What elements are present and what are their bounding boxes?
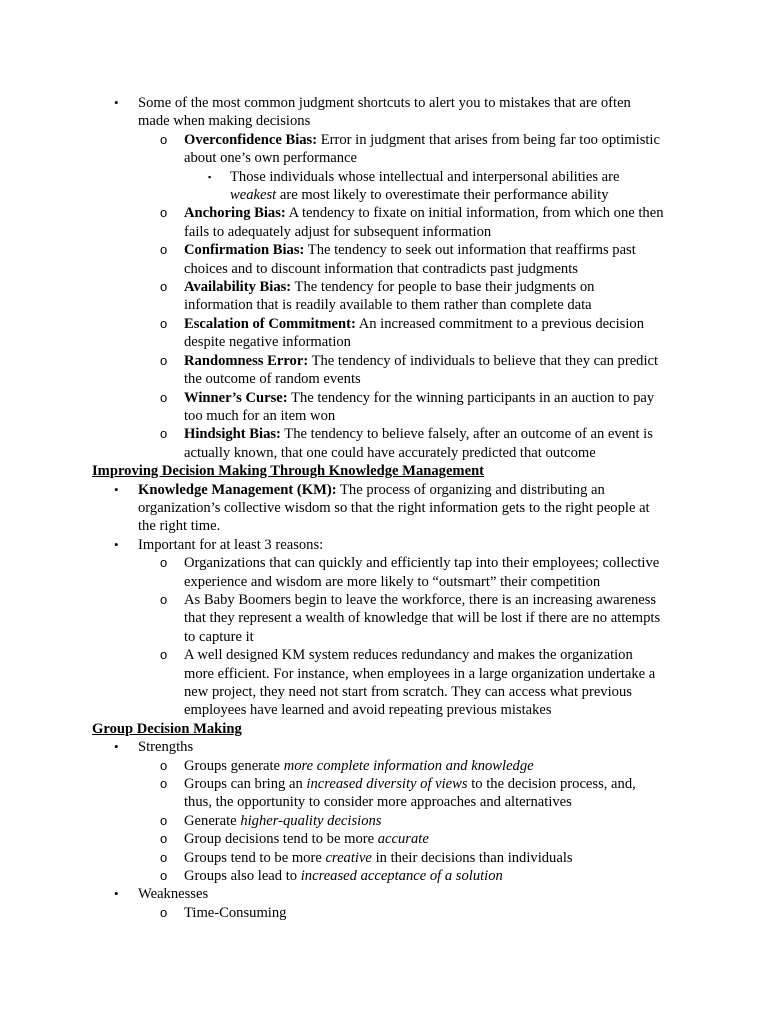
- anchoring-bias-definition: fails to adequately adjust for subsequent information: [184, 223, 492, 240]
- strength-emphasis: more complete information and knowledge: [283, 757, 534, 774]
- shortcuts-intro-line-1: [0, 94, 784, 112]
- availability-bias-line-2: [0, 296, 784, 314]
- circle-marker: o: [160, 389, 168, 405]
- circle-marker: o: [160, 315, 168, 331]
- circle-marker: o: [160, 555, 168, 571]
- strength-5: [0, 849, 784, 867]
- hindsight-bias-item: [0, 425, 784, 443]
- circle-marker: o: [160, 131, 168, 147]
- randomness-error-line-2: [0, 370, 784, 388]
- km-definition-line-2: [0, 499, 784, 517]
- escalation-of-commitment-line-2: [0, 333, 784, 351]
- km-reason-text: employees have learned and avoid repeating previous mistakes: [184, 702, 552, 719]
- km-reason-text: new project, they need not start from scratch. They can access what previous: [184, 684, 632, 700]
- strength-1: [0, 757, 784, 775]
- km-reason-text: more efficient. For instance, when employees in a large organization undertake a: [184, 665, 656, 682]
- strengths-label: Strengths: [138, 739, 194, 756]
- km-reason-text: experience and wisdom are more likely to “outsmart” their competition: [184, 573, 601, 590]
- strength-emphasis: increased acceptance of a solution: [300, 868, 503, 885]
- km-reason-text: A well designed KM system reduces redundancy and makes the organization: [184, 647, 633, 664]
- km-reason-2: [0, 591, 784, 609]
- confirmation-bias-definition: The tendency to seek out information that reaffirms past: [304, 242, 636, 259]
- group-decision-making-heading: Group Decision Making: [92, 720, 242, 737]
- strength-6: [0, 867, 784, 885]
- anchoring-bias-definition: A tendency to fixate on initial information, from which one then: [285, 205, 664, 222]
- strengths-item: [0, 738, 784, 756]
- strength-2-line-2: [0, 793, 784, 811]
- circle-marker: o: [160, 868, 168, 884]
- km-definition-item: [0, 481, 784, 499]
- circle-marker: o: [160, 205, 168, 221]
- strength-text: Groups tend to be more: [184, 849, 326, 866]
- circle-marker: o: [160, 776, 168, 792]
- strength-text: thus, the opportunity to consider more approaches and alternatives: [184, 794, 572, 811]
- overconfidence-subpoint-text: are most likely to overestimate their performance ability: [276, 187, 609, 204]
- strength-emphasis: creative: [325, 849, 372, 866]
- km-reason-2-line-2: [0, 609, 784, 627]
- strength-4: [0, 830, 784, 848]
- circle-marker: o: [160, 591, 168, 607]
- strength-text: to the decision process, and,: [467, 776, 636, 793]
- km-reason-3-line-4: [0, 701, 784, 719]
- strength-3: [0, 812, 784, 830]
- strength-text: Groups also lead to: [184, 868, 301, 885]
- confirmation-bias-item: [0, 241, 784, 259]
- strength-text: Groups generate: [184, 757, 284, 774]
- winners-curse-term: Winner’s Curse:: [184, 389, 288, 406]
- winners-curse-line-2: [0, 407, 784, 425]
- bullet-marker: •: [114, 536, 119, 552]
- confirmation-bias-definition: choices and to discount information that contradicts past judgments: [184, 260, 578, 277]
- winners-curse-item: [0, 389, 784, 407]
- strength-text: Groups can bring an: [184, 776, 307, 793]
- km-reason-text: As Baby Boomers begin to leave the workforce, there is an increasing awareness: [184, 591, 657, 608]
- circle-marker: o: [160, 242, 168, 258]
- randomness-error-definition: the outcome of random events: [184, 371, 361, 388]
- km-definition: organization’s collective wisdom so that the right information gets to the right people at: [138, 499, 650, 516]
- randomness-error-term: Randomness Error:: [184, 352, 309, 369]
- overconfidence-bias-term: Overconfidence Bias:: [184, 131, 318, 148]
- bullet-marker: •: [114, 886, 119, 902]
- escalation-of-commitment-item: [0, 315, 784, 333]
- circle-marker: o: [160, 279, 168, 295]
- overconfidence-bias-line-2: [0, 149, 784, 167]
- overconfidence-subpoint-line-2: [0, 186, 784, 204]
- circle-marker: o: [160, 647, 168, 663]
- strength-emphasis: accurate: [377, 831, 429, 848]
- hindsight-bias-definition: actually known, that one could have accurately predicted that outcome: [184, 444, 596, 461]
- availability-bias-item: [0, 278, 784, 296]
- availability-bias-definition: The tendency for people to base their judgments on: [291, 279, 595, 296]
- escalation-of-commitment-term: Escalation of Commitment:: [184, 315, 356, 332]
- shortcuts-intro-text: made when making decisions: [138, 113, 311, 130]
- hindsight-bias-definition: The tendency to believe falsely, after an outcome of an event is: [280, 426, 653, 443]
- confirmation-bias-term: Confirmation Bias:: [184, 242, 305, 259]
- km-reasons-item: [0, 536, 784, 554]
- bullet-marker: •: [114, 481, 119, 497]
- km-definition-line-3: [0, 517, 784, 535]
- km-reason-3: [0, 646, 784, 664]
- overconfidence-subpoint: [0, 168, 784, 186]
- hindsight-bias-line-2: [0, 444, 784, 462]
- km-reason-text: to capture it: [184, 628, 254, 645]
- winners-curse-definition: The tendency for the winning participants in an auction to pay: [287, 389, 655, 406]
- km-reason-text: Organizations that can quickly and efficiently tap into their employees; collective: [184, 555, 660, 572]
- overconfidence-bias-definition: about one’s own performance: [184, 150, 358, 167]
- circle-marker: o: [160, 352, 168, 368]
- shortcuts-intro-text: Some of the most common judgment shortcuts to alert you to mistakes that are often: [138, 95, 631, 111]
- weaknesses-label: Weaknesses: [138, 886, 209, 903]
- km-reason-1: [0, 554, 784, 572]
- strength-emphasis: increased diversity of views: [306, 776, 468, 793]
- km-reasons-text: Important for at least 3 reasons:: [138, 536, 324, 553]
- anchoring-bias-item: [0, 204, 784, 222]
- bullet-marker: •: [114, 739, 119, 755]
- circle-marker: o: [160, 831, 168, 847]
- weakness-text: Time-Consuming: [184, 904, 287, 921]
- km-reason-2-line-3: [0, 628, 784, 646]
- randomness-error-definition: The tendency of individuals to believe that they can predict: [308, 352, 659, 369]
- strength-text: Generate: [184, 812, 241, 829]
- km-reason-3-line-2: [0, 665, 784, 683]
- km-term: Knowledge Management (KM):: [138, 481, 337, 498]
- shortcuts-intro-line-2: [0, 112, 784, 130]
- availability-bias-definition: information that is readily available to them rather than complete data: [184, 297, 592, 314]
- weaknesses-item: [0, 885, 784, 903]
- circle-marker: o: [160, 904, 168, 920]
- escalation-of-commitment-definition: An increased commitment to a previous decision: [355, 315, 645, 332]
- weakness-1: [0, 904, 784, 922]
- strength-2: [0, 775, 784, 793]
- document-page: [0, 94, 784, 922]
- km-reason-3-line-3: [0, 683, 784, 701]
- anchoring-bias-term: Anchoring Bias:: [184, 205, 286, 222]
- escalation-of-commitment-definition: despite negative information: [184, 334, 351, 351]
- strength-text: Group decisions tend to be more: [184, 831, 378, 848]
- overconfidence-subpoint-text: Those individuals whose intellectual and interpersonal abilities are: [230, 168, 620, 185]
- anchoring-bias-line-2: [0, 223, 784, 241]
- emphasis-weakest: weakest: [230, 187, 277, 204]
- availability-bias-term: Availability Bias:: [184, 279, 292, 296]
- overconfidence-bias-definition: Error in judgment that arises from being far too optimistic: [317, 131, 660, 148]
- km-definition: the right time.: [138, 518, 221, 535]
- hindsight-bias-term: Hindsight Bias:: [184, 426, 281, 443]
- randomness-error-item: [0, 352, 784, 370]
- circle-marker: o: [160, 757, 168, 773]
- km-definition: The process of organizing and distributing an: [336, 481, 605, 498]
- km-reason-text: that they represent a wealth of knowledge that will be lost if there are no attempts: [184, 610, 661, 627]
- strength-emphasis: higher-quality decisions: [240, 812, 382, 829]
- circle-marker: o: [160, 812, 168, 828]
- knowledge-management-heading: Improving Decision Making Through Knowledge Management: [92, 463, 485, 480]
- circle-marker: o: [160, 426, 168, 442]
- winners-curse-definition: too much for an item won: [184, 407, 336, 424]
- overconfidence-bias-item: [0, 131, 784, 149]
- circle-marker: o: [160, 849, 168, 865]
- confirmation-bias-line-2: [0, 260, 784, 278]
- strength-text: in their decisions than individuals: [371, 849, 573, 866]
- square-marker: ▪: [208, 171, 212, 182]
- bullet-marker: •: [114, 95, 119, 110]
- km-reason-1-line-2: [0, 573, 784, 591]
